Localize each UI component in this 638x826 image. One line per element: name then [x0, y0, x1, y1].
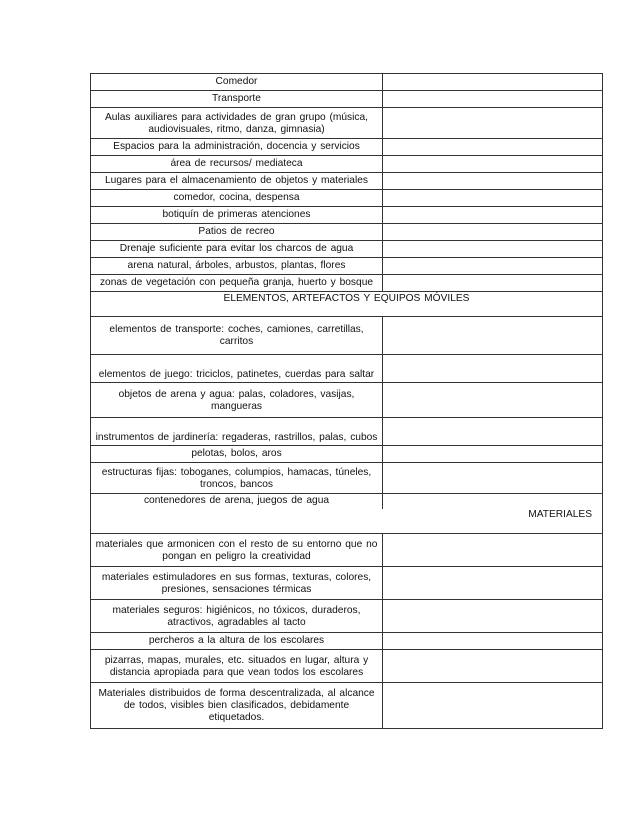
- item-cell: materiales seguros: higiénicos, no tóxicos, duraderos, atractivos, agradables al tacto: [91, 600, 383, 633]
- answer-cell[interactable]: [383, 418, 603, 446]
- table-row: [91, 683, 603, 729]
- answer-cell[interactable]: [383, 494, 603, 509]
- item-cell: percheros a la altura de los escolares: [91, 633, 383, 650]
- answer-cell[interactable]: [383, 139, 603, 156]
- table-row: [91, 241, 603, 258]
- answer-cell[interactable]: [383, 156, 603, 173]
- answer-cell[interactable]: [383, 224, 603, 241]
- item-cell: Materiales distribuidos de forma descentralizada, al alcance de todos, visibles bien clasificados, debidamente etiquetados.: [91, 683, 383, 729]
- item-cell: pizarras, mapas, murales, etc. situados en lugar, altura y distancia apropiada para que vean todos los escolares: [91, 650, 383, 683]
- answer-cell[interactable]: [383, 241, 603, 258]
- item-cell: comedor, cocina, despensa: [91, 190, 383, 207]
- item-cell: Comedor: [91, 74, 383, 91]
- answer-cell[interactable]: [383, 650, 603, 683]
- table-row: [91, 418, 603, 446]
- table-row: [91, 275, 603, 292]
- item-cell: Transporte: [91, 91, 383, 108]
- answer-cell[interactable]: [383, 600, 603, 633]
- item-cell: elementos de transporte: coches, camiones, carretillas, carritos: [91, 317, 383, 355]
- table-row: [91, 108, 603, 139]
- table-row: [91, 383, 603, 418]
- answer-cell[interactable]: [383, 74, 603, 91]
- item-cell: Espacios para la administración, docencia y servicios: [91, 139, 383, 156]
- table-row: [91, 567, 603, 600]
- item-cell: objetos de arena y agua: palas, coladores, vasijas, mangueras: [91, 383, 383, 418]
- answer-cell[interactable]: [383, 173, 603, 190]
- answer-cell[interactable]: [383, 355, 603, 383]
- answer-cell[interactable]: [383, 190, 603, 207]
- table-row: [91, 91, 603, 108]
- item-cell: área de recursos/ mediateca: [91, 156, 383, 173]
- table-row: [91, 600, 603, 633]
- table-row: [91, 207, 603, 224]
- answer-cell[interactable]: [383, 463, 603, 494]
- section-header-row: [91, 292, 603, 317]
- table-row: [91, 650, 603, 683]
- item-cell: botiquín de primeras atenciones: [91, 207, 383, 224]
- item-cell: instrumentos de jardinería: regaderas, rastrillos, palas, cubos: [91, 418, 383, 446]
- answer-cell[interactable]: [383, 446, 603, 463]
- item-cell: zonas de vegetación con pequeña granja, huerto y bosque: [91, 275, 383, 292]
- item-cell: Patios de recreo: [91, 224, 383, 241]
- table-row: [91, 258, 603, 275]
- table-row: [91, 534, 603, 567]
- answer-cell[interactable]: [383, 275, 603, 292]
- answer-cell[interactable]: [383, 207, 603, 224]
- section-header-row: [91, 509, 603, 534]
- item-cell: pelotas, bolos, aros: [91, 446, 383, 463]
- table-row: [91, 355, 603, 383]
- answer-cell[interactable]: [383, 91, 603, 108]
- item-cell: arena natural, árboles, arbustos, plantas, flores: [91, 258, 383, 275]
- item-cell: Lugares para el almacenamiento de objetos y materiales: [91, 173, 383, 190]
- checklist-table: [90, 73, 603, 729]
- section-title-materiales: MATERIALES: [91, 509, 603, 534]
- table-row: [91, 156, 603, 173]
- table-row: [91, 633, 603, 650]
- table-row: [91, 463, 603, 494]
- table-row: [91, 190, 603, 207]
- table-row: [91, 446, 603, 463]
- item-cell: estructuras fijas: toboganes, columpios, hamacas, túneles, troncos, bancos: [91, 463, 383, 494]
- item-cell: contenedores de arena, juegos de agua: [91, 494, 383, 509]
- table-row: [91, 139, 603, 156]
- answer-cell[interactable]: [383, 683, 603, 729]
- answer-cell[interactable]: [383, 317, 603, 355]
- table-row: [91, 224, 603, 241]
- item-cell: materiales que armonicen con el resto de su entorno que no pongan en peligro la creatividad: [91, 534, 383, 567]
- answer-cell[interactable]: [383, 258, 603, 275]
- table-row: [91, 317, 603, 355]
- answer-cell[interactable]: [383, 633, 603, 650]
- item-cell: Aulas auxiliares para actividades de gran grupo (música, audiovisuales, ritmo, danza, gimnasia): [91, 108, 383, 139]
- item-cell: Drenaje suficiente para evitar los charcos de agua: [91, 241, 383, 258]
- answer-cell[interactable]: [383, 567, 603, 600]
- item-cell: elementos de juego: triciclos, patinetes, cuerdas para saltar: [91, 355, 383, 383]
- item-cell: materiales estimuladores en sus formas, texturas, colores, presiones, sensaciones térmicas: [91, 567, 383, 600]
- table-row: [91, 494, 603, 509]
- answer-cell[interactable]: [383, 383, 603, 418]
- section-title-elementos: ELEMENTOS, ARTEFACTOS Y EQUIPOS MÓVILES: [91, 292, 603, 317]
- answer-cell[interactable]: [383, 534, 603, 567]
- table-row: [91, 74, 603, 91]
- table-row: [91, 173, 603, 190]
- answer-cell[interactable]: [383, 108, 603, 139]
